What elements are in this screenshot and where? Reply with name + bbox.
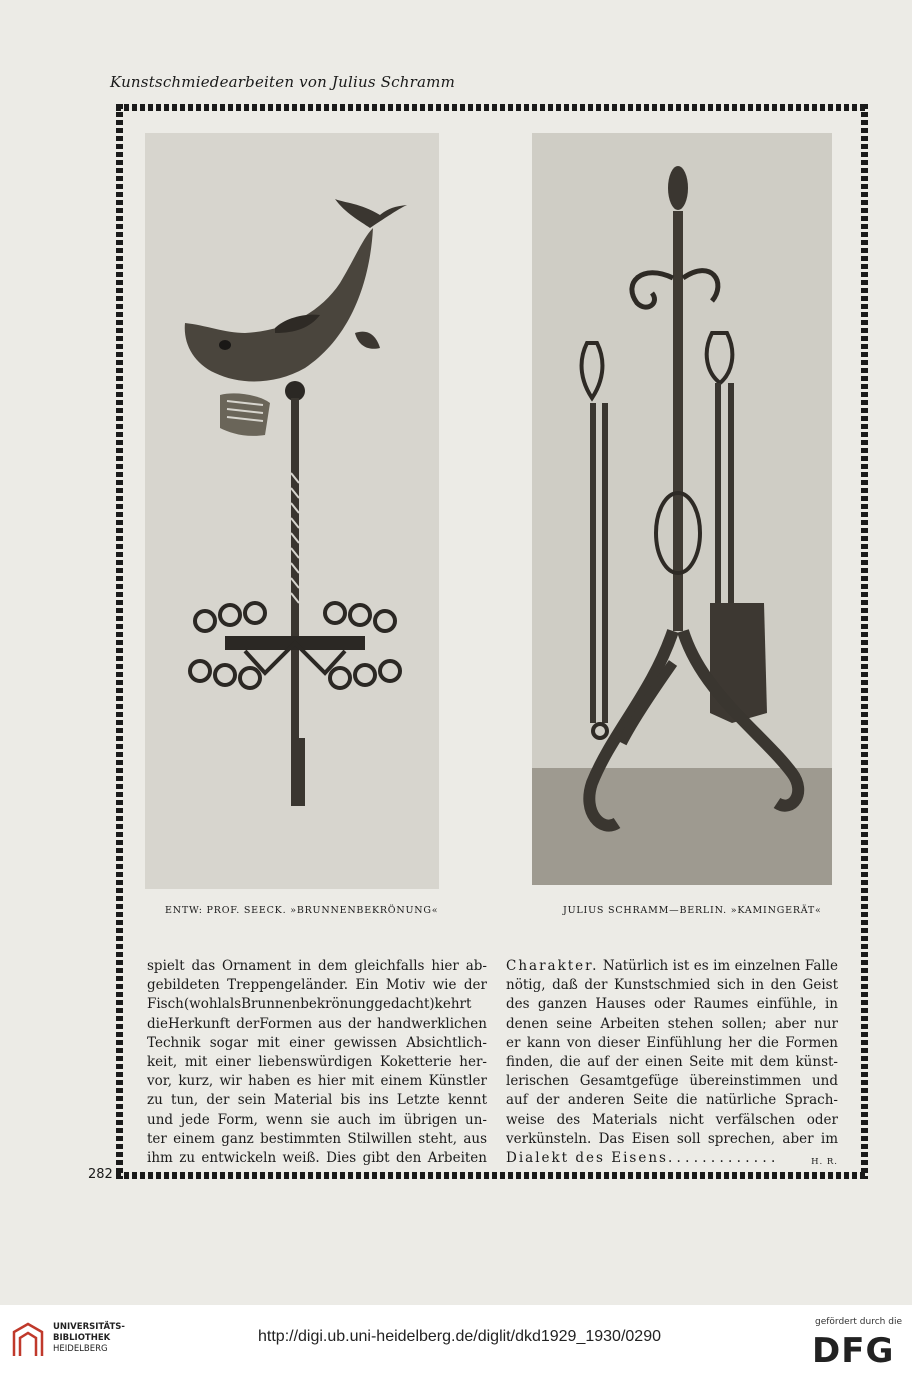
decorative-border-left [116,104,123,1179]
library-line: UNIVERSITÄTS- [53,1322,125,1332]
caption-right: JULIUS SCHRAMM—BERLIN. »KAMINGERÄT« [563,905,822,916]
text-line: lerischen Gesamtgefüge übereinstimmen und [506,1073,838,1090]
digitization-footer [0,1305,912,1375]
decorative-border-right [861,104,868,1179]
text-line: finden, die auf der einen Seite mit dem künst- [506,1054,838,1071]
decorative-border-bottom [116,1172,868,1179]
university-logo-icon [10,1320,46,1360]
text-line: Fisch(wohlalsBrunnenbekrönunggedacht)kehrt [147,996,472,1013]
library-name [53,1322,125,1355]
text-column-right [506,957,838,1172]
text-line: dieHerkunft derFormen aus der handwerklichen [147,1015,487,1032]
text-line: spielt das Ornament in dem gleichfalls hier ab- [147,958,487,974]
author-initials: H. R. [811,1157,838,1168]
text-line: des ganzen Hauses oder Raumes einfühle, in [506,996,838,1013]
text-line [506,1149,838,1168]
text-line: zu tun, der sein Material bis ins Letzte kennt [147,1092,487,1109]
text-line: er kann von dieser Einfühlung her die Formen [506,1034,838,1051]
text-line: nötig, daß der Kunstschmied sich in den Geist [506,977,838,994]
text-line [506,957,838,976]
emphasis-word: Dialekt des Eisens [506,1150,668,1167]
photo-fireplace-set [532,133,832,885]
emphasis-word: Charakter. [506,958,599,974]
text-line: weise des Materials nicht verfälschen oder [506,1111,838,1128]
caption-left: ENTW: PROF. SEECK. »BRUNNENBEKRÖNUNG« [165,905,439,916]
text-fragment: Natürlich ist es im einzelnen Falle [602,958,838,974]
dfg-logo: DFG [812,1331,895,1371]
text-line: ter einem ganz bestimmten Stilwillen steht, aus [147,1130,487,1147]
funding-note: gefördert durch die [815,1317,902,1327]
text-line: Technik sogar mit einer gewissen Absichtlich- [147,1034,487,1051]
text-line: keit, mit einer liebenswürdigen Koketterie her- [147,1054,487,1071]
photo-fountain-crown [145,133,439,889]
text-line: denen seine Arbeiten stehen sollen; aber nur [506,1015,838,1032]
library-line: HEIDELBERG [53,1344,108,1354]
text-line: gebildeten Treppengeländer. Ein Motiv wie der [147,977,487,994]
text-line: vor, kurz, wir haben es hier mit einem Künstler [147,1073,487,1090]
running-header: Kunstschmiedearbeiten von Julius Schramm [110,73,456,91]
page-number: 282 [88,1167,113,1182]
text-line: verkünsteln. Das Eisen soll sprechen, aber im [506,1130,838,1147]
text-column-left [147,957,487,1168]
library-line: BIBLIOTHEK [53,1333,111,1343]
text-line: ihm zu entwickeln weiß. Dies gibt den Arbeiten [147,1150,487,1167]
text-line: und jede Form, wenn sie auch im übrigen un- [147,1111,487,1128]
decorative-border-top [116,104,868,111]
permalink[interactable]: http://digi.ub.uni-heidelberg.de/diglit/dkd1929_1930/0290 [258,1328,661,1345]
text-line: auf der anderen Seite die natürliche Sprach- [506,1092,838,1109]
leader-dots: . . . . . . . . . . . . . [667,1150,776,1167]
